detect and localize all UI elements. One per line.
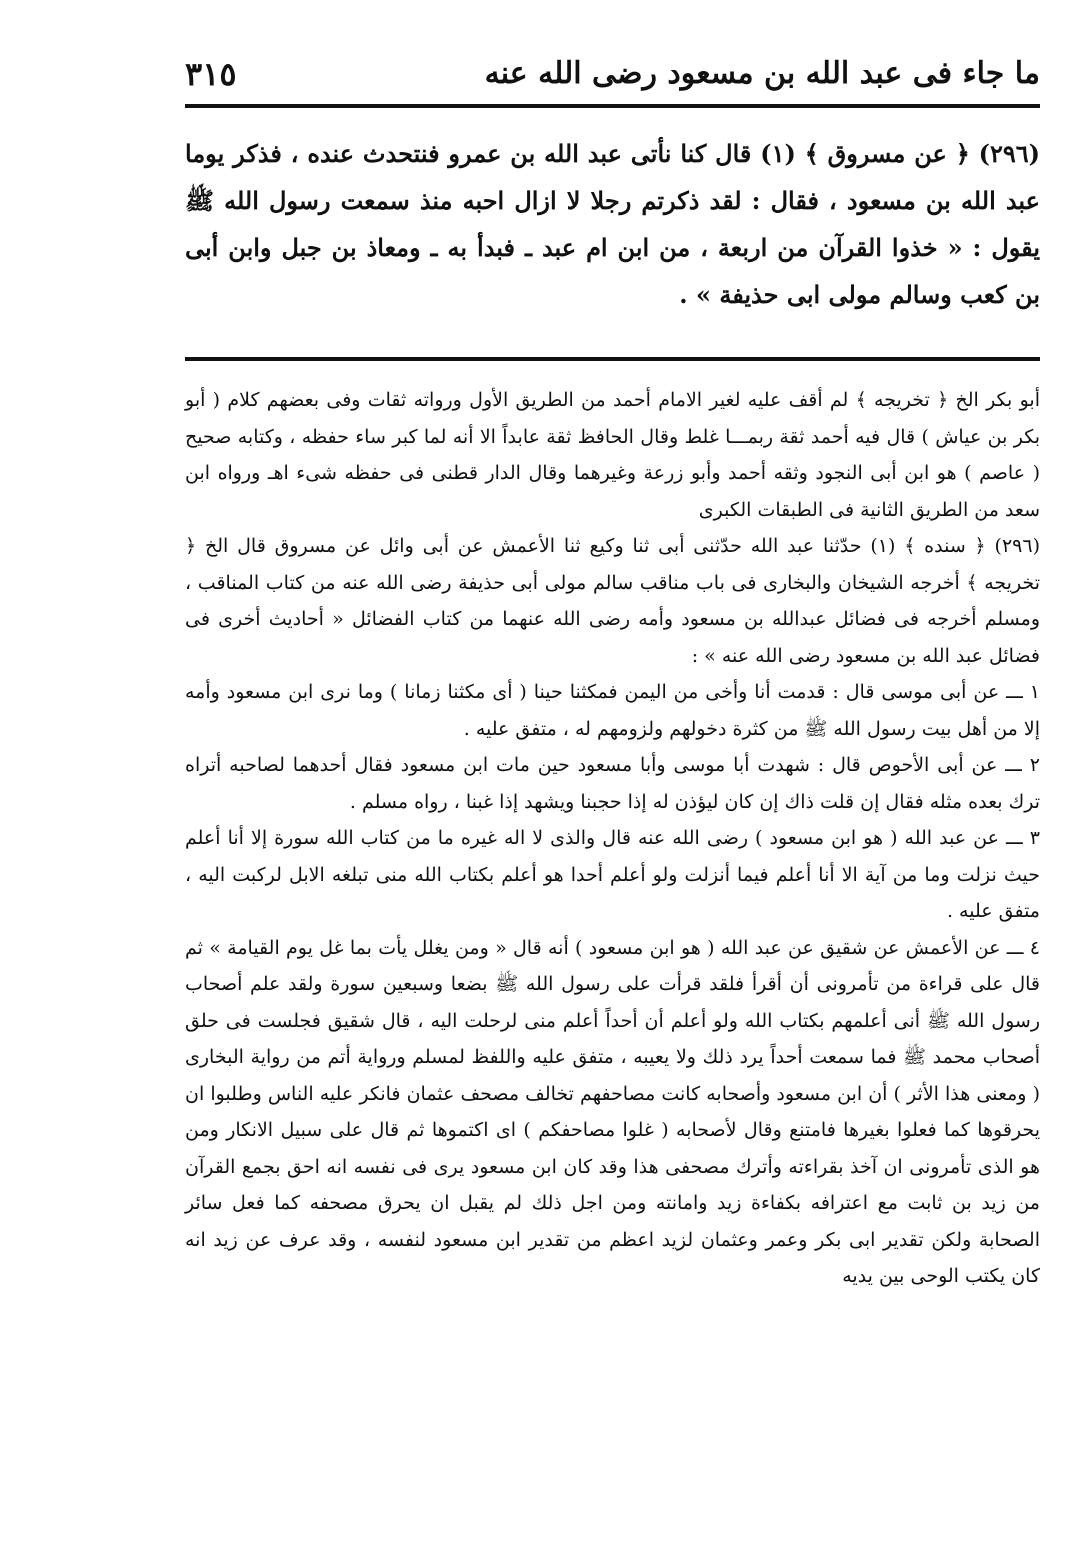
takhrij-note: أبو بكر الخ ﴿ تخريجه ﴾ لم أقف عليه لغير الامام أحمد من الطريق الأول ورواته ثقات وفى بعضهم كلام ( أبو بكر بن عياش ) قال فيه أحمد ثقة ربمـــا غلط وقال الحافظ ثقة عابداً الا أنه لما كبر ساء حفظه ، وكتابه صحيح ( عاصم ) هو ابن أبى النجود وثقه أحمد وأبو زرعة وغيرهما وقال الدار قطنى فى حفظه شىء اهـ ورواه ابن سعد من الطريق الثانية فى الطبقات الكبرى <box>185 389 1040 521</box>
page-number: ٣١٥ <box>185 55 237 93</box>
narration-2: ٢ ـــ عن أبى الأحوص قال : شهدت أبا موسى وأبا مسعود حين مات ابن مسعود فقال أحدهما لصاحبه أتراه ترك بعده مثله فقال إن قلت ذاك إن كان ليؤذن له إذا حجبنا ويشهد إذا غبنا ، رواه مسلم . <box>185 754 1040 813</box>
hadith-text: (٢٩٦) ﴿ عن مسروق ﴾ (١) قال كنا نأتى عبد الله بن عمرو فنتحدث عنده ، فذكر يوما عبد الله بن مسعود ، فقال : لقد ذكرتم رجلا لا ازال احبه منذ سمعت رسول الله ﷺ يقول : « خذوا القرآن من اربعة ، من ابن ام عبد ـ فبدأ به ـ ومعاذ بن جبل وابن أبى بن كعب وسالم مولى ابى حذيفة » . <box>185 139 1041 309</box>
footnotes <box>185 382 1040 1295</box>
sanad-note: (٢٩٦) ﴿ سنده ﴾ (١) حدّثنا عبد الله حدّثنى أبى ثنا وكيع ثنا الأعمش عن أبى وائل عن مسروق قال الخ ﴿ تخريجه ﴾ أخرجه الشيخان والبخارى فى باب مناقب سالم مولى أبى حذيفة رضى الله عنه من كتاب المناقب ، ومسلم أخرجه فى فضائل عبدالله بن مسعود وأمه رضى الله عنهما من كتاب الفضائل « أحاديث أخرى فى فضائل عبد الله بن مسعود رضى الله عنه » : <box>185 535 1040 667</box>
narration-1: ١ ـــ عن أبى موسى قال : قدمت أنا وأخى من اليمن فمكثنا حينا ( أى مكثنا زمانا ) وما نرى ابن مسعود وأمه إلا من أهل بيت رسول الله ﷺ من كثرة دخولهم ولزومهم له ، متفق عليه . <box>185 681 1040 740</box>
running-header <box>185 52 1040 100</box>
page-title: ما جاء فى عبد الله بن مسعود رضى الله عنه <box>484 56 1040 91</box>
header-rule <box>185 104 1040 108</box>
narration-3: ٣ ـــ عن عبد الله ( هو ابن مسعود ) رضى الله عنه قال والذى لا اله غيره ما من كتاب الله سورة إلا أنا أعلم حيث نزلت وما من آية الا أنا أعلم فيما أنزلت ولو أعلم أحدا هو أعلم بكتاب الله منى تبلغه الابل لركبت اليه ، متفق عليه . <box>185 827 1040 922</box>
narration-4: ٤ ـــ عن الأعمش عن شقيق عن عبد الله ( هو ابن مسعود ) أنه قال « ومن يغلل يأت بما غل يوم القيامة » ثم قال على قراءة من تأمرونى أن أقرأ فلقد قرأت على رسول الله ﷺ بضعا وسبعين سورة ولقد علم أصحاب رسول الله ﷺ أنى أعلمهم بكتاب الله ولو أعلم أن أحداً أعلم منى لرحلت اليه ، قال شقيق فجلست فى حلق أصحاب محمد ﷺ فما سمعت أحداً يرد ذلك ولا يعيبه ، متفق عليه واللفظ لمسلم ورواية أتم من رواية البخارى ( ومعنى هذا الأثر ) أن ابن مسعود وأصحابه كانت مصاحفهم تخالف مصحف عثمان فانكر عليه الناس وطلبوا ان يحرقوها كما فعلوا بغيرها فامتنع وقال لأصحابه ( غلوا مصاحفكم ) اى اكتموها ثم قال على سبيل الانكار ومن هو الذى تأمرونى ان آخذ بقراءته وأترك مصحفى هذا وقد كان ابن مسعود يرى فى نفسه انه احق بجمع القرآن من زيد بن ثابت مع اعترافه بكفاءة زيد وامانته ومن اجل ذلك لم يقبل ان يحرق مصحفه كما فعل سائر الصحابة ولكن تقدير ابى بكر وعمر وعثمان لزيد اعظم من تقدير ابن مسعود لنفسه ، وقد عرف عن زيد انه كان يكتب الوحى بين يديه <box>185 936 1041 1287</box>
footnote-separator <box>185 357 1040 361</box>
